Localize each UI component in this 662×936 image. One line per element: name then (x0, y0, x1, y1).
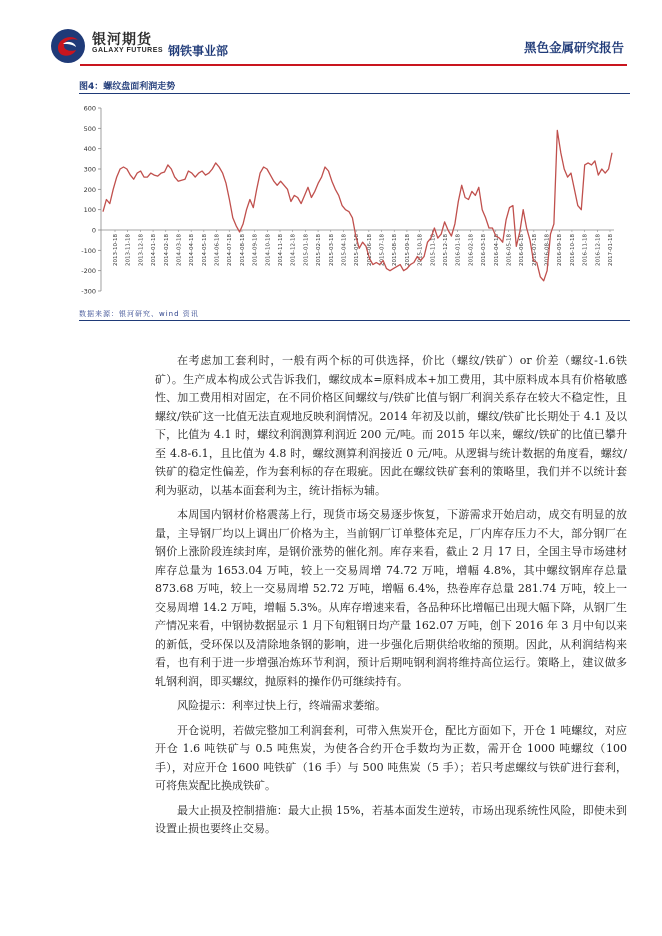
x-tick-label: 2016-02-18 (468, 234, 475, 266)
paragraph-risk: 风险提示：利率过快上行，终端需求萎缩。 (177, 699, 386, 712)
y-tick-label: 100 (83, 206, 96, 215)
paragraph-position: 开仓说明，若做完整加工利润套利，可带入焦炭开仓，配比方面如下，开仓 1 吨螺纹，对应开仓 1.6 吨铁矿与 0.5 吨焦炭，为使各合约开仓手数均为正数，需开仓 1000 吨螺纹（100 手），对应开仓 1600 吨铁矿（16 手）与 500 吨焦炭（5 手）；若只考虑螺纹与铁矿进行套利，可将焦炭配比换成铁矿。 (155, 723, 627, 792)
x-tick-label: 2016-09-18 (557, 234, 564, 266)
y-tick-label: 400 (83, 145, 96, 154)
x-tick-label: 2014-08-18 (239, 234, 246, 266)
figure-title: 图4：螺纹盘面利润走势 (79, 82, 176, 92)
x-tick-label: 2017-01-18 (608, 234, 614, 266)
y-tick-label: -100 (81, 246, 96, 255)
y-tick-label: -200 (81, 267, 96, 276)
figure-source: 数据来源：银河研究、wind 资讯 (79, 310, 199, 318)
x-tick-label: 2015-05-18 (354, 234, 361, 266)
x-tick-label: 2015-02-18 (316, 233, 323, 266)
paragraph-market-review: 本周国内钢材价格震荡上行，现货市场交易逐步恢复，下游需求开始启动，成交有明显的放量，主导钢厂均以上调出厂价格为主，当前钢厂订单整体充足，厂内库存压力不大，部分钢厂在钢价上涨阶段连续封库，是钢价涨势的催化剂。库存来看，截止 2 月 17 日，全国主导市场建材库存总量为 1653.04 万吨，较上一交易周增 74.72 万吨，增幅 4.8%，其中螺纹钢库存总量 873.68 万吨，较上一交易周增 52.72 万吨，增幅 6.4%，热卷库存总量 281.74 万吨，较上一交易周增 14.2 万吨，增幅 5.3%。从库存增速来看，各品种环比增幅已出现大幅下降，从钢厂生产情况来看，中钢协数据显示 1 月下旬粗钢日均产量 162.07 万吨，创下 2016 年 3 月中旬以来的新低，受环保以及清除地条钢的影响，进一步强化后期供给收缩的预期。因此，从利润结构来看，也有利于进一步增强冶炼环节利润，预计后期吨钢利润将维持高位运行。策略上，建议做多轧钢利润，即买螺纹，抛原料的操作仍可继续持有。 (155, 508, 627, 688)
x-tick-label: 2015-07-18 (379, 234, 386, 266)
x-tick-label: 2014-11-18 (278, 234, 284, 266)
x-tick-label: 2016-07-18 (531, 234, 538, 266)
x-tick-label: 2016-04-18 (493, 234, 500, 266)
x-tick-label: 2015-12-18 (443, 234, 449, 266)
paragraph-arbitrage-choice: 在考虑加工套利时，一般有两个标的可供选择，价比（螺纹/铁矿）or 价差（螺纹-1.6铁矿）。生产成本构成公式告诉我们，螺纹成本=原料成本+加工费用，其中原料成本具有价格敏感性、加工费用相对固定，在不同价格区间螺纹与/铁矿比值与钢厂利润关系存在较大不稳定性，且螺纹/铁矿这一比值无法直观地反映利润情况。2014 年初及以前，螺纹/铁矿比长期处于 4.1 及以下，比值为 4.1 时，螺纹利润测算利润近 200 元/吨。而 2015 年以来，螺纹/铁矿的比值已攀升至 4.8-6.1，且比值为 4.8 时，螺纹测算利润接近 0 元/吨。从逻辑与统计数据的角度看，螺纹/铁矿的稳定性偏差，作为套利标的存在瑕疵。因此在螺纹铁矿套利的策略里，我们并不以统计套利为驱动，以基本面套利为主，统计指标为辅。 (155, 354, 627, 497)
y-tick-label: 600 (83, 104, 96, 113)
galaxy-futures-logo-icon (50, 28, 86, 64)
x-tick-label: 2016-08-18 (544, 234, 551, 266)
x-tick-label: 2015-10-18 (417, 234, 424, 266)
brand-name-en: GALAXY FUTURES (92, 47, 164, 54)
brand-name-cn: 银河期货 (92, 32, 152, 48)
x-tick-label: 2015-09-18 (404, 234, 411, 266)
report-body (155, 352, 627, 845)
profit-line-chart (79, 96, 630, 306)
x-tick-label: 2016-05-18 (506, 234, 513, 266)
x-tick-label: 2015-03-18 (328, 234, 335, 266)
x-tick-label: 2014-06-18 (214, 234, 221, 266)
x-tick-label: 2015-01-18 (303, 234, 310, 266)
x-tick-label: 2014-09-18 (252, 234, 259, 266)
y-tick-label: 500 (83, 124, 96, 133)
y-tick-label: -300 (81, 287, 96, 296)
y-tick-label: 300 (83, 165, 96, 174)
figure-top-rule (79, 93, 630, 94)
y-tick-label: 0 (91, 226, 96, 235)
x-tick-label: 2015-11-18 (430, 234, 437, 266)
page-header (0, 0, 662, 70)
x-tick-label: 2016-06-18 (519, 234, 526, 266)
x-tick-label: 2014-02-18 (163, 234, 170, 266)
x-tick-label: 2016-12-18 (595, 234, 602, 266)
x-tick-label: 2014-07-18 (227, 234, 234, 266)
x-tick-label: 2014-04-18 (189, 234, 196, 266)
x-tick-label: 2014-10-18 (265, 234, 272, 266)
x-tick-label: 2013-12-18 (138, 234, 145, 266)
x-tick-label: 2014-03-18 (176, 234, 183, 266)
x-tick-label: 2016-01-18 (455, 234, 462, 266)
header-rule (80, 64, 627, 66)
figure-bottom-rule (79, 320, 630, 321)
x-tick-label: 2014-05-18 (201, 234, 208, 266)
x-tick-label: 2016-10-18 (569, 234, 576, 266)
x-tick-label: 2016-03-18 (481, 234, 488, 266)
report-type: 黑色金属研究报告 (523, 40, 624, 55)
x-tick-label: 2013-11-18 (125, 234, 132, 266)
x-tick-label: 2014-12-18 (290, 234, 297, 266)
x-tick-label: 2015-08-18 (392, 234, 399, 266)
y-tick-label: 200 (83, 185, 96, 194)
x-tick-label: 2015-04-18 (341, 234, 348, 266)
x-tick-label: 2013-10-18 (113, 234, 119, 266)
x-tick-label: 2014-01-18 (151, 234, 158, 266)
x-tick-label: 2015-06-18 (366, 234, 373, 266)
division-name: 钢铁事业部 (168, 44, 229, 58)
x-tick-label: 2016-11-18 (582, 233, 589, 266)
paragraph-stop-loss: 最大止损及控制措施：最大止损 15%，若基本面发生逆转，市场出现系统性风险，即使未到设置止损也要终止交易。 (155, 803, 627, 835)
